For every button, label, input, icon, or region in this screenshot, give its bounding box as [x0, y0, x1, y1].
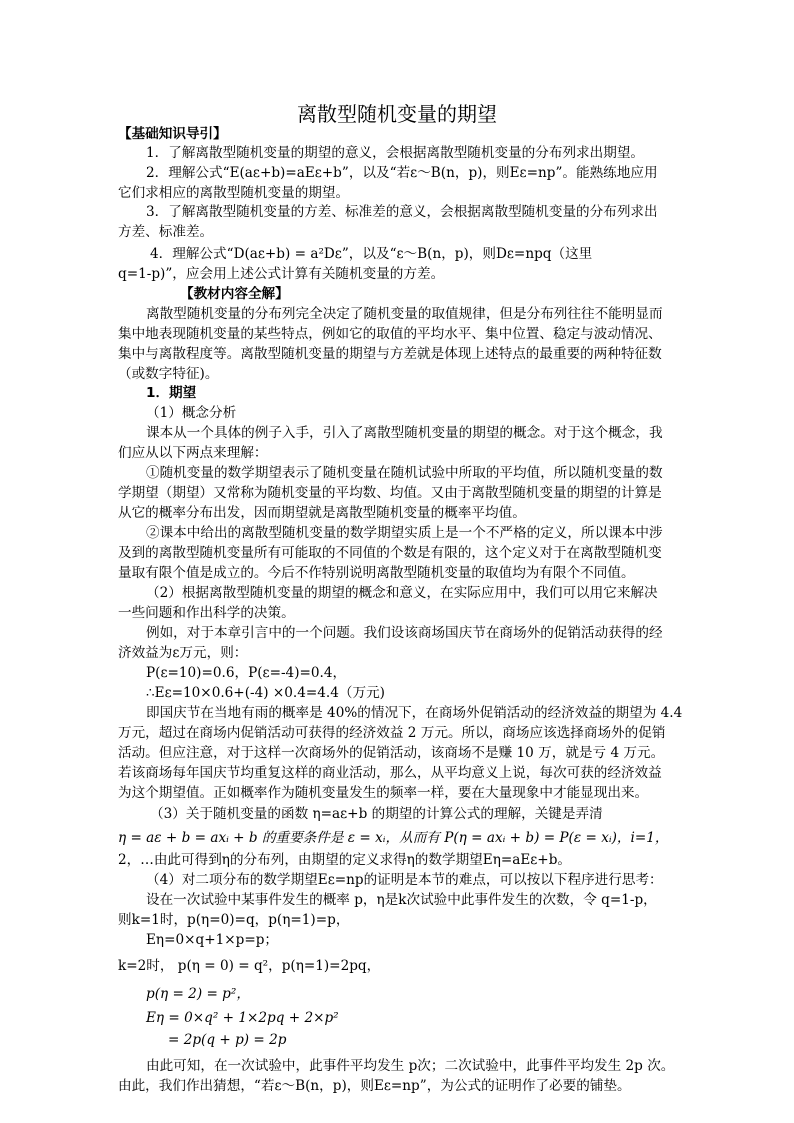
- text-line: 一些问题和作出科学的决策。: [118, 605, 295, 621]
- text-line: 由此，我们作出猜想，“若ε～B(n，p)，则Eε=np”，为公式的证明作了必要的铺垫。: [118, 1078, 631, 1094]
- text-line: 例如，对于本章引言中的一个问题。我们设该商场国庆节在商场外的促销活动获得的经: [146, 625, 663, 641]
- text-line: （2）根据离散型随机变量的期望的概念和意义，在实际应用中，我们可以用它来解决: [146, 585, 658, 601]
- text-line: （3）关于随机变量的函数 η=aε+b 的期望的计算公式的理解，关键是弄清: [150, 806, 603, 822]
- text-line: 集中地表现随机变量的某些特点，例如它的取值的平均水平、集中位置、稳定与波动情况、: [118, 326, 662, 342]
- text-line: （或数字特征)。: [118, 366, 219, 382]
- text-line: 集中与离散程度等。离散型随机变量的期望与方差就是体现上述特点的最重要的两种特征数: [118, 346, 662, 362]
- text-line: 若该商场每年国庆节均重复这样的商业活动，那么，从平均意义上说，每次可获的经济效益: [118, 765, 662, 781]
- text-line: 2．理解公式“E(aε+b)=aEε+b”，以及“若ε～B(n，p)，则Eε=np”。能熟练地应用: [146, 165, 658, 181]
- text-line: 设在一次试验中某事件发生的概率 p，η是k次试验中此事件发生的次数，令 q=1-p，: [146, 892, 657, 908]
- text-line: 离散型随机变量的分布列完全决定了随机变量的取值规律，但是分布列往往不能明显而: [146, 306, 663, 322]
- text-line: 量取有限个值是成立的。今后不作特别说明离散型随机变量的取值均为有限个不同值。: [118, 565, 635, 581]
- text-line: 方差、标准差。: [118, 224, 214, 240]
- formula-line: P(ε=10)=0.6，P(ε=-4)=0.4，: [146, 665, 347, 681]
- text-line: 1．了解离散型随机变量的期望的意义，会根据离散型随机变量的分布列求出期望。: [146, 145, 645, 161]
- text-line: 学期望（期望）又常称为随机变量的平均数、均值。又由于离散型随机变量的期望的计算是: [118, 485, 662, 501]
- formula-line: Eη=0×q+1×p=p；: [146, 932, 279, 948]
- text-line: 们应从以下两点来理解：: [118, 445, 268, 461]
- text-line: ①随机变量的数学期望表示了随机变量在随机试验中所取的平均值，所以随机变量的数: [146, 465, 663, 481]
- text-line: 3．了解离散型随机变量的方差、标准差的意义，会根据离散型随机变量的分布列求出: [146, 204, 658, 220]
- section-heading-basics: 【基础知识导引】: [118, 126, 227, 142]
- text-line: 万元，超过在商场内促销活动可获得的经济效益 2 万元。所以，商场应该选择商场外的促销: [118, 725, 666, 741]
- formula-line: Eη = 0×q² + 1×2pq + 2×p²: [146, 1010, 339, 1026]
- formula-line: ∴Eε=10×0.6+(-4) ×0.4=4.4（万元): [146, 685, 385, 701]
- formula-line: p(η = 2) = p²，: [146, 986, 250, 1002]
- text-line: 则k=1时，p(η=0)=q，p(η=1)=p，: [118, 912, 350, 928]
- text-line: q=1-p)”，应会用上述公式计算有关随机变量的方差。: [118, 266, 445, 282]
- text-line: 活动。但应注意，对于这样一次商场外的促销活动，该商场不是赚 10 万，就是亏 4 万元。: [118, 745, 665, 761]
- text-line: 课本从一个具体的例子入手，引入了离散型随机变量的期望的概念。对于这个概念，我: [146, 425, 663, 441]
- text-line: 为这个期望值。正如概率作为随机变量发生的频率一样，要在大量现象中才能显现出来。: [118, 785, 649, 801]
- text-line: 2，…由此可得到η的分布列，由期望的定义求得η的数学期望Eη=aEε+b。: [118, 852, 571, 868]
- text-line: 即国庆节在当地有雨的概率是 40%的情况下，在商场外促销活动的经济效益的期望为 4.4: [146, 705, 683, 721]
- text-line: 济效益为ε万元，则：: [118, 645, 248, 661]
- text-line: 它们求相应的离散型随机变量的期望。: [118, 185, 350, 201]
- text-line: （4）对二项分布的数学期望Eε=np的证明是本节的难点，可以按以下程序进行思考：: [146, 872, 663, 888]
- text-line: 从它的概率分布出发，因而期望就是离散型随机变量的概率平均值。: [118, 505, 526, 521]
- text-line: （1）概念分析: [146, 405, 237, 421]
- formula-line: η = aε + b = axᵢ + b 的重要条件是 ε = xᵢ，从而有 P(η = axᵢ + b) = P(ε = xᵢ)，i=1，: [118, 830, 669, 846]
- section-heading-textbook: 【教材内容全解】: [180, 286, 289, 302]
- formula-line: k=2时， p(η = 0) = q²，p(η=1)=2pq，: [118, 958, 381, 974]
- text-line: 4．理解公式“D(aε+b) = a²Dε”，以及“ε～B(n，p)，则Dε=npq（这里: [150, 246, 593, 262]
- subheading-expectation: 1．期望: [146, 385, 197, 401]
- page-title: 离散型随机变量的期望: [297, 102, 497, 126]
- formula-line: = 2p(q + p) = 2p: [168, 1032, 287, 1048]
- text-line: 由此可知，在一次试验中，此事件平均发生 p次；二次试验中，此事件平均发生 2p 次。: [146, 1058, 675, 1074]
- text-line: 及到的离散型随机变量所有可能取的不同值的个数是有限的，这个定义对于在离散型随机变: [118, 545, 662, 561]
- text-line: ②课本中给出的离散型随机变量的数学期望实质上是一个不严格的定义，所以课本中涉: [146, 525, 663, 541]
